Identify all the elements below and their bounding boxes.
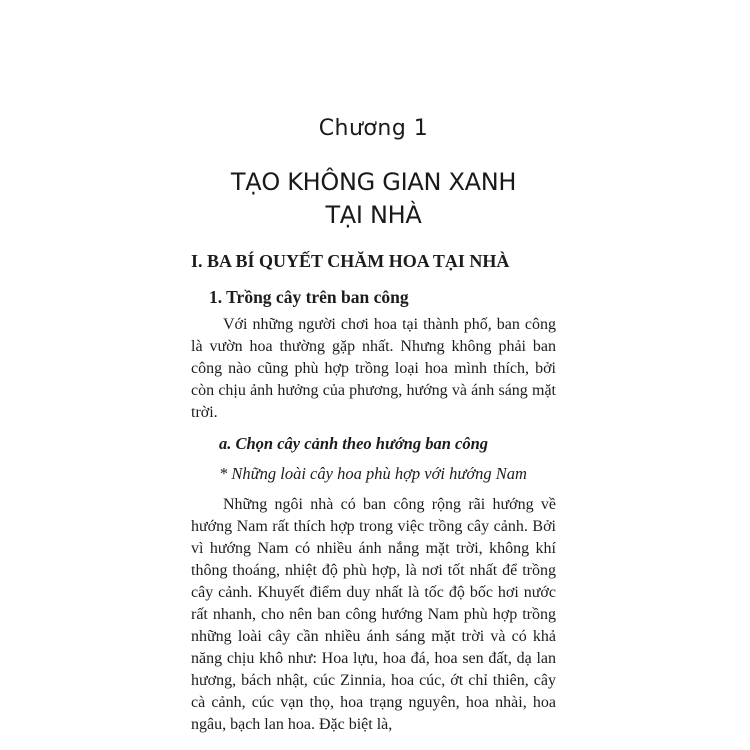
paragraph-south-balcony: Những ngôi nhà có ban công rộng rãi hướng về hướng Nam rất thích hợp trong việc trồng cây cảnh. Bởi vì hướng Nam có nhiều ánh nắng mặt trời, không khí thông thoáng, nhiệt độ phù hợp, là nơi tốt nhất để trồng cây cảnh. Khuyết điểm duy nhất là tốc độ bốc hơi nước rất nhanh, cho nên ban công hướng Nam phù hợp trồng những loài cây cần nhiều ánh sáng mặt trời và có khả năng chịu khô như: Hoa lựu, hoa đá, hoa sen đất, dạ lan hương, bách nhật, cúc Zinnia, hoa cúc, ớt chỉ thiên, cây cà cảnh, cúc vạn thọ, hoa trạng nguyên, hoa nhài, hoa ngâu, bạch lan hoa. Đặc biệt là, [191, 496, 556, 733]
note-heading-south: * Những loài cây hoa phù hợp với hướng Nam [219, 464, 527, 483]
chapter-title [191, 166, 556, 232]
chapter-title-line2: TẠI NHÀ [325, 201, 422, 229]
chapter-title-line1: TẠO KHÔNG GIAN XANH [230, 168, 517, 196]
subsection-heading: 1. Trồng cây trên ban công [209, 287, 409, 307]
paragraph-intro: Với những người chơi hoa tại thành phố, ban công là vườn hoa thường gặp nhất. Nhưng không phải ban công nào cũng phù hợp trồng loại hoa mình thích, bởi còn chịu ảnh hưởng của phương, hướng và ánh sáng mặt trời. [191, 316, 556, 421]
chapter-label: Chương 1 [318, 116, 429, 141]
section-heading: I. BA BÍ QUYẾT CHĂM HOA TẠI NHÀ [191, 251, 510, 271]
item-heading-a: a. Chọn cây cảnh theo hướng ban công [219, 434, 489, 453]
